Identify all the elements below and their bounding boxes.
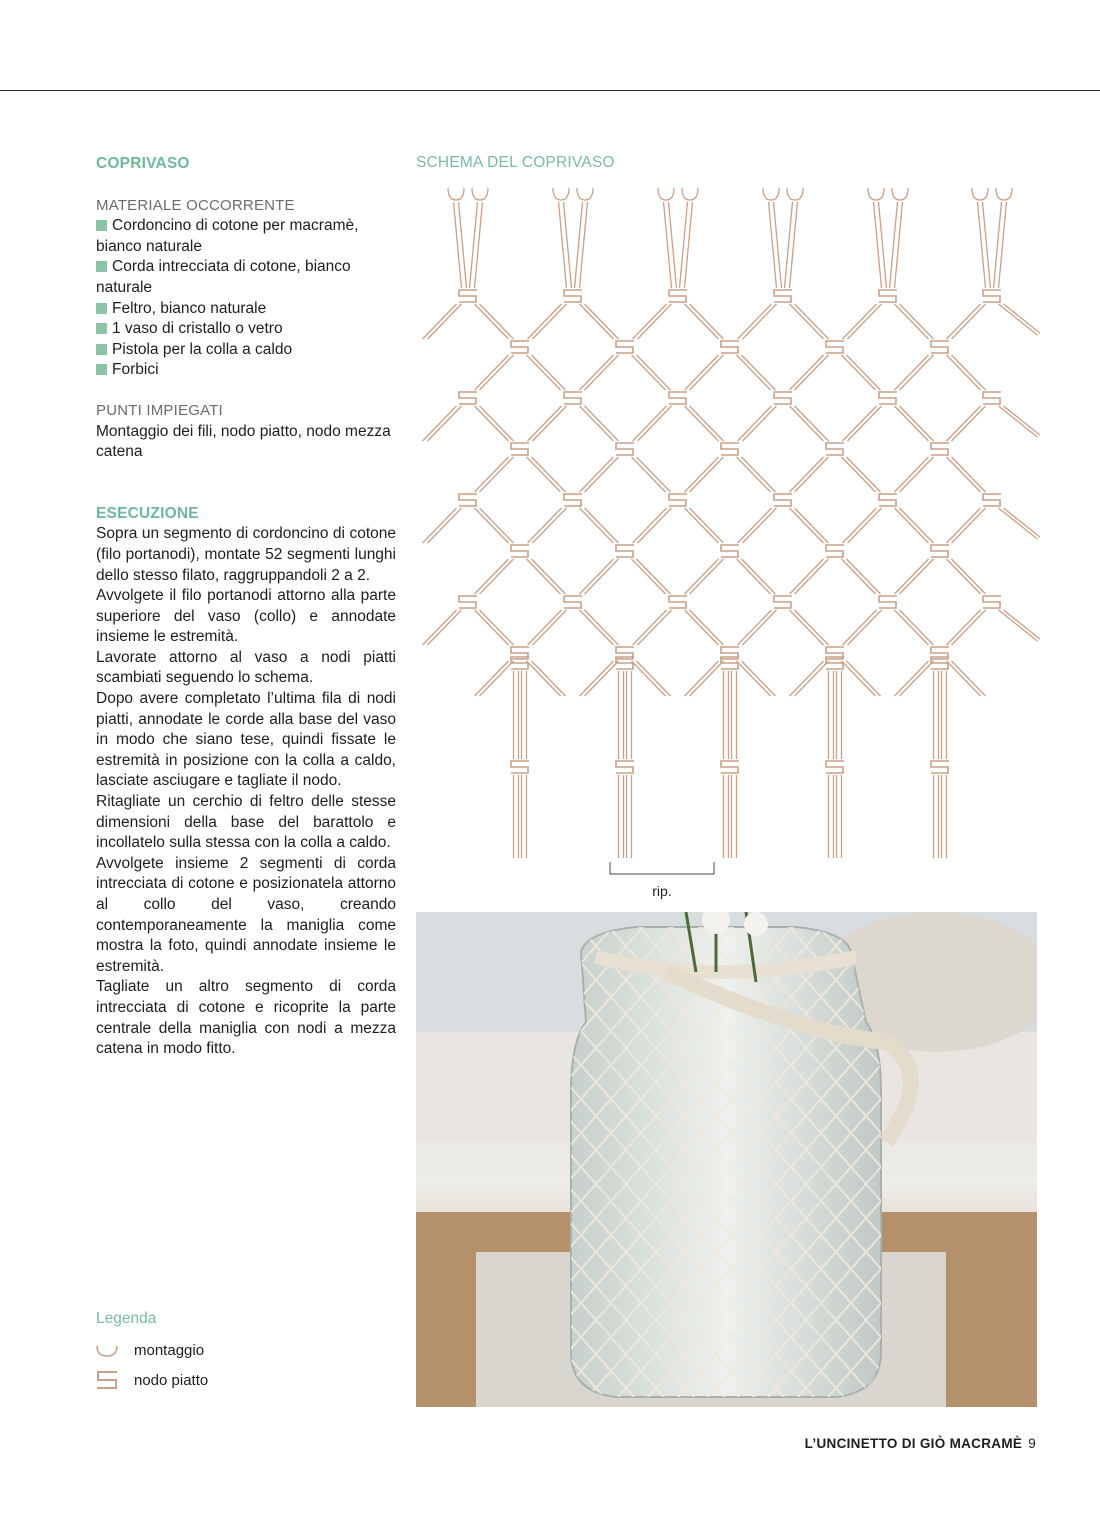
footer bbox=[805, 1436, 1036, 1451]
nodo-piatto-icon bbox=[826, 545, 844, 557]
page-title: COPRIVASO bbox=[96, 155, 190, 172]
cord-line bbox=[475, 661, 509, 696]
nodo-piatto-icon bbox=[616, 341, 634, 353]
list-item: 1 vaso di cristallo o vetro bbox=[96, 319, 396, 340]
cord-line bbox=[638, 304, 672, 339]
execution-text bbox=[96, 524, 396, 1059]
cord-line bbox=[580, 457, 614, 492]
nodo-piatto-icon bbox=[983, 392, 1001, 404]
cord-line bbox=[480, 661, 514, 696]
cord-line bbox=[999, 406, 1038, 437]
materials-heading: MATERIALE OCCORRENTE bbox=[96, 196, 295, 214]
cord-line bbox=[952, 355, 986, 390]
cord-line bbox=[533, 406, 567, 441]
cord-line bbox=[532, 355, 566, 390]
repeat-label: rip. bbox=[652, 883, 672, 899]
cord-line bbox=[428, 304, 462, 339]
cord-line bbox=[528, 304, 562, 339]
page-number: 9 bbox=[1028, 1436, 1036, 1451]
cord-line bbox=[480, 559, 514, 594]
cord-line bbox=[428, 406, 462, 441]
nodo-piatto-icon bbox=[669, 392, 687, 404]
bullet-square-icon bbox=[96, 261, 107, 272]
nodo-piatto-icon bbox=[983, 494, 1001, 506]
cord-line bbox=[533, 304, 567, 339]
cord-line bbox=[637, 355, 671, 390]
cord-line bbox=[895, 457, 929, 492]
nodo-piatto-icon bbox=[721, 341, 739, 353]
cord-line bbox=[475, 610, 509, 645]
cord-line bbox=[585, 661, 619, 696]
cord-line bbox=[847, 457, 881, 492]
cord-line bbox=[475, 457, 509, 492]
montaggio-icon bbox=[892, 188, 908, 200]
nodo-piatto-icon bbox=[721, 761, 739, 773]
cord-line bbox=[847, 661, 881, 696]
cord-line bbox=[1004, 508, 1041, 539]
cord-line bbox=[848, 610, 882, 645]
nodo-piatto-icon bbox=[669, 596, 687, 608]
nodo-piatto-icon bbox=[721, 443, 739, 455]
cord-line bbox=[895, 406, 929, 441]
list-item: Pistola per la colla a caldo bbox=[96, 340, 396, 361]
magazine-name: L’UNCINETTO DI GIÒ MACRAMÈ bbox=[804, 1436, 1023, 1451]
cord-line bbox=[900, 508, 934, 543]
bullet-square-icon bbox=[96, 303, 107, 314]
cord-line bbox=[947, 406, 981, 441]
nodo-piatto-icon bbox=[774, 494, 792, 506]
legend-item bbox=[96, 1370, 208, 1390]
cord-line bbox=[532, 559, 566, 594]
cord-line bbox=[947, 559, 981, 594]
execution-heading: ESECUZIONE bbox=[96, 504, 199, 522]
nodo-piatto-icon bbox=[931, 443, 949, 455]
nodo-piatto-icon bbox=[616, 443, 634, 455]
cord-line bbox=[795, 406, 829, 441]
cord-line bbox=[532, 457, 566, 492]
cord-line bbox=[737, 355, 771, 390]
cord-line bbox=[738, 508, 772, 543]
cord-line bbox=[738, 406, 772, 441]
nodo-piatto-icon bbox=[879, 290, 897, 302]
cord-line bbox=[900, 304, 934, 339]
cord-line bbox=[952, 457, 986, 492]
nodo-piatto-icon bbox=[826, 341, 844, 353]
cord-line bbox=[685, 457, 719, 492]
paragraph: Dopo avere completato l’ultima fila di nodi piatti, annodate le corde alla base del vaso in modo che siano tese, quindi fissate le estremità in posizione con la colla a caldo, lasciate asciugare e tagliate il nodo. bbox=[96, 690, 396, 790]
cord-line bbox=[475, 508, 509, 543]
cord-line bbox=[895, 508, 929, 543]
bullet-square-icon bbox=[96, 344, 107, 355]
cord-line bbox=[685, 610, 719, 645]
nodo-piatto-icon bbox=[774, 290, 792, 302]
cord-line bbox=[637, 661, 671, 696]
nodo-piatto-icon bbox=[564, 494, 582, 506]
nodo-piatto-icon bbox=[931, 761, 949, 773]
cord-line bbox=[585, 457, 619, 492]
cord-line bbox=[527, 355, 561, 390]
cord-line bbox=[480, 406, 514, 441]
cord-line bbox=[947, 610, 981, 645]
cord-line bbox=[737, 661, 771, 696]
cord-line bbox=[843, 508, 877, 543]
cord-line bbox=[743, 304, 777, 339]
nodo-piatto-icon bbox=[511, 341, 529, 353]
cord-line bbox=[533, 610, 567, 645]
cord-line bbox=[585, 355, 619, 390]
cord-line bbox=[527, 661, 561, 696]
cord-line bbox=[580, 406, 614, 441]
cord-line bbox=[790, 406, 824, 441]
cord-line bbox=[637, 457, 671, 492]
cord-line bbox=[632, 457, 666, 492]
cord-line bbox=[690, 508, 724, 543]
cord-line bbox=[638, 406, 672, 441]
nodo-piatto-icon bbox=[459, 290, 477, 302]
cord-line bbox=[999, 610, 1038, 641]
cord-line bbox=[947, 355, 981, 390]
cord-line bbox=[580, 508, 614, 543]
cord-line bbox=[947, 457, 981, 492]
cord-line bbox=[947, 508, 981, 543]
cord-line bbox=[480, 355, 514, 390]
nodo-piatto-icon bbox=[721, 545, 739, 557]
cord-line bbox=[952, 304, 986, 339]
cord-line bbox=[633, 610, 667, 645]
cord-line bbox=[585, 304, 619, 339]
cord-line bbox=[423, 508, 457, 543]
nodo-piatto-icon bbox=[983, 290, 1001, 302]
paragraph: Lavorate attorno al vaso a nodi piatti scambiati seguendo lo schema. bbox=[96, 648, 396, 687]
nodo-piatto-icon bbox=[459, 494, 477, 506]
paragraph: Avvolgete insieme 2 segmenti di corda intrecciata di cotone e posizionatela attorno al collo del vaso, creando contemporaneamente la maniglia come mostra la foto, quindi annodate insieme le estremità. bbox=[96, 854, 396, 975]
nodo-piatto-icon bbox=[511, 443, 529, 455]
cord-line bbox=[795, 457, 829, 492]
legend-label: montaggio bbox=[134, 1342, 205, 1359]
stitches-heading: PUNTI IMPIEGATI bbox=[96, 401, 223, 419]
cord-line bbox=[900, 406, 934, 441]
cord-line bbox=[900, 355, 934, 390]
nodo-piatto-icon bbox=[669, 494, 687, 506]
macrame-diagram bbox=[416, 180, 1040, 900]
cord-line bbox=[847, 355, 881, 390]
cord-line bbox=[428, 610, 462, 645]
paragraph: Avvolgete il filo portanodi attorno alla parte superiore del vaso (collo) e annodate insieme le estremità. bbox=[96, 587, 396, 646]
schema-title: SCHEMA DEL COPRIVASO bbox=[416, 154, 615, 171]
cord-line bbox=[947, 304, 981, 339]
nodo-piatto-icon bbox=[879, 392, 897, 404]
cord-line bbox=[738, 304, 772, 339]
stitches-text: Montaggio dei fili, nodo piatto, nodo mezza catena bbox=[96, 422, 391, 461]
cord-line bbox=[690, 610, 724, 645]
montaggio-icon bbox=[472, 188, 488, 200]
nodo-piatto-icon bbox=[879, 494, 897, 506]
cord-line bbox=[900, 610, 934, 645]
vase-photo bbox=[416, 912, 1037, 1407]
list-item: Forbici bbox=[96, 360, 396, 381]
cord-line bbox=[742, 355, 776, 390]
cord-line bbox=[843, 406, 877, 441]
cord-line bbox=[790, 661, 824, 696]
cord-line bbox=[900, 559, 934, 594]
vase-illustration bbox=[416, 912, 1037, 1407]
montaggio-icon bbox=[553, 188, 569, 200]
cord-line bbox=[528, 406, 562, 441]
nodo-piatto-icon bbox=[931, 545, 949, 557]
cord-line bbox=[585, 559, 619, 594]
cord-line bbox=[795, 559, 829, 594]
cord-line bbox=[580, 355, 614, 390]
cord-line bbox=[738, 610, 772, 645]
cord-line bbox=[895, 355, 929, 390]
paragraph: Tagliate un altro segmento di corda intrecciata di cotone e ricoprite la parte centrale della maniglia con nodi a mezza catena in modo fitto. bbox=[96, 978, 396, 1058]
montaggio-icon bbox=[577, 188, 593, 200]
cord-line bbox=[633, 508, 667, 543]
cord-line bbox=[475, 559, 509, 594]
cord-line bbox=[527, 559, 561, 594]
cord-line bbox=[795, 355, 829, 390]
paragraph: Sopra un segmento di cordoncino di cotone (filo portanodi), montate 52 segmenti lunghi dello stesso filato, raggruppandoli 2 a 2. bbox=[96, 525, 396, 584]
cord-line bbox=[952, 406, 986, 441]
cord-line bbox=[842, 559, 876, 594]
nodo-piatto-icon bbox=[564, 290, 582, 302]
cord-line bbox=[895, 610, 929, 645]
nodo-piatto-icon bbox=[931, 341, 949, 353]
cord-line bbox=[528, 610, 562, 645]
nodo-piatto-icon bbox=[774, 596, 792, 608]
cord-line bbox=[790, 355, 824, 390]
cord-line bbox=[690, 355, 724, 390]
cord-line bbox=[480, 457, 514, 492]
bullet-square-icon bbox=[96, 220, 107, 231]
cord-line bbox=[533, 508, 567, 543]
cord-line bbox=[585, 508, 619, 543]
nodo-piatto-icon bbox=[511, 761, 529, 773]
nodo-piatto-icon bbox=[616, 545, 634, 557]
nodo-piatto-icon bbox=[879, 596, 897, 608]
cord-line bbox=[795, 304, 829, 339]
cord-line bbox=[1004, 610, 1041, 641]
cord-line bbox=[480, 610, 514, 645]
cord-line bbox=[842, 355, 876, 390]
bullet-square-icon bbox=[96, 323, 107, 334]
cord-line bbox=[790, 610, 824, 645]
cord-line bbox=[999, 508, 1038, 539]
cord-line bbox=[580, 304, 614, 339]
cord-line bbox=[842, 457, 876, 492]
montaggio-icon bbox=[96, 1343, 118, 1359]
cord-line bbox=[690, 559, 724, 594]
nodo-piatto-icon bbox=[459, 596, 477, 608]
list-item: Cordoncino di cotone per macramè, bianco naturale bbox=[96, 217, 359, 255]
montaggio-icon bbox=[868, 188, 884, 200]
cord-line bbox=[475, 406, 509, 441]
cord-line bbox=[632, 559, 666, 594]
cord-line bbox=[423, 610, 457, 645]
cord-line bbox=[847, 559, 881, 594]
cord-line bbox=[475, 355, 509, 390]
cord-line bbox=[423, 406, 457, 441]
cord-line bbox=[685, 508, 719, 543]
nodo-piatto-icon bbox=[669, 290, 687, 302]
nodo-piatto-icon bbox=[826, 761, 844, 773]
cord-line bbox=[527, 457, 561, 492]
montaggio-icon bbox=[996, 188, 1012, 200]
cord-line bbox=[895, 661, 929, 696]
cord-line bbox=[585, 610, 619, 645]
montaggio-icon bbox=[972, 188, 988, 200]
cord-line bbox=[1004, 304, 1041, 335]
cord-line bbox=[685, 304, 719, 339]
cord-line bbox=[790, 304, 824, 339]
montaggio-icon bbox=[658, 188, 674, 200]
cord-line bbox=[895, 304, 929, 339]
cord-line bbox=[842, 661, 876, 696]
cord-line bbox=[848, 406, 882, 441]
list-item: Feltro, bianco naturale bbox=[96, 299, 396, 320]
cord-line bbox=[843, 610, 877, 645]
cord-line bbox=[742, 559, 776, 594]
cord-line bbox=[638, 508, 672, 543]
cord-line bbox=[895, 559, 929, 594]
cord-line bbox=[848, 508, 882, 543]
cord-line bbox=[690, 457, 724, 492]
cord-line bbox=[952, 610, 986, 645]
cord-line bbox=[952, 661, 986, 696]
cord-line bbox=[632, 661, 666, 696]
cord-line bbox=[638, 610, 672, 645]
cord-line bbox=[795, 508, 829, 543]
cord-line bbox=[633, 304, 667, 339]
cord-line bbox=[737, 457, 771, 492]
paragraph: Ritagliate un cerchio di feltro delle stesse dimensioni della base del barattolo e incollatelo sulla stessa con la colla a caldo. bbox=[96, 793, 396, 852]
bullet-square-icon bbox=[96, 364, 107, 375]
cord-line bbox=[743, 610, 777, 645]
cord-line bbox=[685, 559, 719, 594]
cord-line bbox=[690, 304, 724, 339]
cord-line bbox=[480, 304, 514, 339]
left-column bbox=[96, 154, 396, 1060]
cord-line bbox=[790, 508, 824, 543]
cord-line bbox=[480, 508, 514, 543]
cord-line bbox=[585, 406, 619, 441]
cord-line bbox=[952, 508, 986, 543]
cord-line bbox=[637, 559, 671, 594]
cord-line bbox=[742, 457, 776, 492]
cord-line bbox=[790, 457, 824, 492]
legend-title: Legenda bbox=[96, 1310, 157, 1327]
cord-line bbox=[685, 406, 719, 441]
cord-line bbox=[737, 559, 771, 594]
cord-line bbox=[532, 661, 566, 696]
nodo-piatto-icon bbox=[983, 596, 1001, 608]
nodo-piatto-icon bbox=[564, 596, 582, 608]
legend-item bbox=[96, 1342, 204, 1359]
list-item: Corda intrecciata di cotone, bianco naturale bbox=[96, 258, 351, 296]
nodo-piatto-icon bbox=[511, 545, 529, 557]
cord-line bbox=[633, 406, 667, 441]
nodo-piatto-icon bbox=[96, 1370, 118, 1390]
cord-line bbox=[795, 610, 829, 645]
nodo-piatto-icon bbox=[826, 443, 844, 455]
nodo-piatto-icon bbox=[774, 392, 792, 404]
cord-line bbox=[848, 304, 882, 339]
repeat-bracket bbox=[610, 862, 714, 874]
montaggio-icon bbox=[787, 188, 803, 200]
cord-line bbox=[475, 304, 509, 339]
header-rule bbox=[0, 90, 1100, 91]
cord-line bbox=[900, 457, 934, 492]
cord-line bbox=[743, 508, 777, 543]
cord-line bbox=[742, 661, 776, 696]
cord-line bbox=[580, 610, 614, 645]
cord-line bbox=[423, 304, 457, 339]
cord-line bbox=[580, 559, 614, 594]
montaggio-icon bbox=[763, 188, 779, 200]
legend-label: nodo piatto bbox=[134, 1371, 209, 1389]
cord-line bbox=[690, 661, 724, 696]
cord-line bbox=[952, 559, 986, 594]
cord-line bbox=[843, 304, 877, 339]
cord-line bbox=[999, 304, 1038, 335]
nodo-piatto-icon bbox=[564, 392, 582, 404]
cord-line bbox=[428, 508, 462, 543]
cord-line bbox=[690, 406, 724, 441]
cord-line bbox=[1004, 406, 1041, 437]
cord-line bbox=[795, 661, 829, 696]
montaggio-icon bbox=[682, 188, 698, 200]
nodo-piatto-icon bbox=[616, 761, 634, 773]
cord-line bbox=[685, 355, 719, 390]
montaggio-icon bbox=[448, 188, 464, 200]
cord-line bbox=[685, 661, 719, 696]
cord-line bbox=[528, 508, 562, 543]
cord-line bbox=[580, 661, 614, 696]
materials-list bbox=[96, 216, 396, 381]
cord-line bbox=[632, 355, 666, 390]
cord-line bbox=[790, 559, 824, 594]
nodo-piatto-icon bbox=[459, 392, 477, 404]
cord-line bbox=[900, 661, 934, 696]
cord-line bbox=[947, 661, 981, 696]
cord-line bbox=[743, 406, 777, 441]
